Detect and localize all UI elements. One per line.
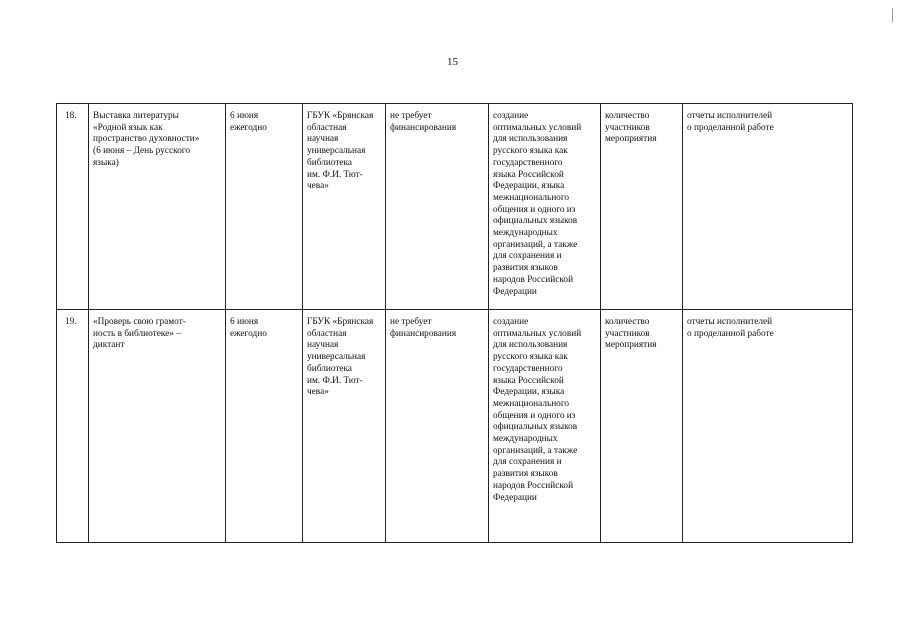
events-table <box>56 103 853 543</box>
executor-cell <box>303 104 386 310</box>
reporting-cell <box>683 310 853 543</box>
table-row <box>57 310 853 543</box>
financing-cell <box>386 104 489 310</box>
table-row <box>57 104 853 310</box>
event-cell <box>89 104 226 310</box>
row-number-cell <box>57 104 89 310</box>
indicator: количество участников мероприятия <box>605 111 657 145</box>
date-cell <box>226 310 303 543</box>
financing: не требует финансирования <box>390 111 457 133</box>
event-date: 6 июня ежегодно <box>230 111 267 133</box>
reporting-cell <box>683 104 853 310</box>
date-cell <box>226 104 303 310</box>
goal: создание оптимальных условий для использования русского языка как государственного языка Российской Федерации, языка межнационального общения и одного из официальных языков международных организаций, а также для сохранения и развития языков народов Российской Федерации <box>493 317 582 503</box>
indicator-cell <box>601 104 683 310</box>
goal-cell <box>489 104 601 310</box>
executor: ГБУК «Брянская областная научная универсальная библиотека им. Ф.И. Тют- чева» <box>307 317 374 398</box>
event-name: Выставка литературы «Родной язык как пространство духовности» (6 июня – День русского языка) <box>93 111 200 168</box>
page-number: 15 <box>447 56 458 68</box>
reporting: отчеты исполнителей о проделанной работе <box>687 111 774 133</box>
scan-edge-mark <box>892 8 893 22</box>
financing-cell <box>386 310 489 543</box>
goal-cell <box>489 310 601 543</box>
goal: создание оптимальных условий для использования русского языка как государственного языка Российской Федерации, языка межнационального общения и одного из официальных языков международных организаций, а также для сохранения и развития языков народов Российской Федерации <box>493 111 582 297</box>
financing: не требует финансирования <box>390 317 457 339</box>
event-cell <box>89 310 226 543</box>
indicator-cell <box>601 310 683 543</box>
row-number: 18. <box>65 111 77 121</box>
row-number: 19. <box>65 317 77 327</box>
event-date: 6 июня ежегодно <box>230 317 267 339</box>
event-name: «Проверь свою грамот- ность в библиотеке» – диктант <box>93 317 186 351</box>
executor: ГБУК «Брянская областная научная универсальная библиотека им. Ф.И. Тют- чева» <box>307 111 374 192</box>
indicator: количество участников мероприятия <box>605 317 657 351</box>
reporting: отчеты исполнителей о проделанной работе <box>687 317 774 339</box>
row-number-cell <box>57 310 89 543</box>
executor-cell <box>303 310 386 543</box>
